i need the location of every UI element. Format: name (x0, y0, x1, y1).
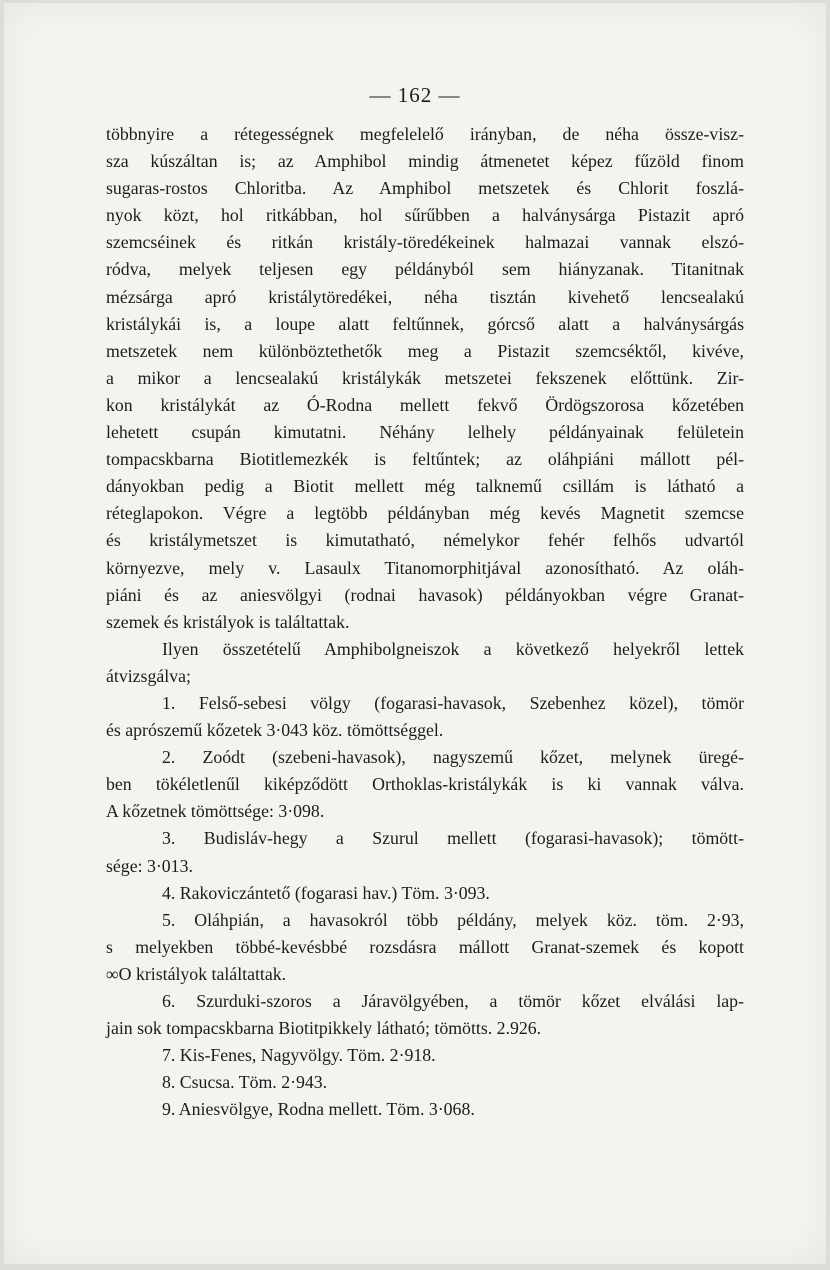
text-line: és kristálymetszet is kimutatható, némelykor fehér felhős udvartól (106, 530, 744, 551)
text-line: környezve, mely v. Lasaulx Titanomorphitjával azonosítható. Az oláh- (106, 557, 744, 578)
text-line: ródva, melyek teljesen egy példányból sem hiányzanak. Titanitnak (106, 259, 744, 280)
text-line: 4. Rakoviczántető (fogarasi hav.) Töm. 3·093. (162, 882, 490, 903)
text-line: metszetek nem különböztethetők meg a Pistazit szemcséktől, kivéve, (106, 340, 744, 361)
text-line: szemcséinek és ritkán kristály-töredékeinek halmazai vannak elszó- (106, 232, 744, 253)
text-line: 1. Felső-sebesi völgy (fogarasi-havasok, Szebenhez közel), tömör (162, 692, 744, 713)
text-line: s melyekben többé-kevésbbé rozsdásra mállott Granat-szemek és kopott (106, 936, 744, 957)
text-line: sége: 3·013. (106, 855, 193, 876)
text-line: ben tökéletlenűl kiképződött Orthoklas-kristálykák is ki vannak válva. (106, 774, 744, 795)
text-line: piáni és az aniesvölgyi (rodnai havasok) példányokban végre Granat- (106, 584, 744, 605)
text-line: többnyire a rétegességnek megfelelelő irányban, de néha össze-visz- (106, 124, 744, 144)
text-line: sugaras-rostos Chloritba. Az Amphibol metszetek és Chlorit foszlá- (106, 178, 744, 199)
body-text (106, 121, 744, 1123)
text-line: kon kristálykát az Ó-Rodna mellett fekvő Ördögszorosa kőzetében (106, 394, 744, 415)
text-line: dányokban pedig a Biotit mellett még talknemű csillám is látható a (106, 476, 744, 497)
page-number: — 162 — (369, 83, 461, 107)
text-line: mézsárga apró kristálytöredékei, néha tisztán kivehető lencsealakú (106, 286, 744, 307)
text-line: 6. Szurduki-szoros a Járavölgyében, a tömör kőzet elválási lap- (162, 991, 744, 1011)
text-line: 8. Csucsa. Töm. 2·943. (162, 1072, 328, 1093)
text-line: szemek és kristályok is találtattak. (106, 611, 350, 632)
book-page (4, 3, 826, 1264)
text-line: réteglapokon. Végre a legtöbb példányban még kevés Magnetit szemcse (106, 503, 744, 524)
text-line: 2. Zoódt (szebeni-havasok), nagyszemű kőzet, melynek üregé- (162, 747, 744, 768)
text-line: sza kúszáltan is; az Amphibol mindig átmenetet képez fűzöld finom (106, 151, 744, 172)
text-line: a mikor a lencsealakú kristálykák metszetei fekszenek előttünk. Zir- (106, 367, 744, 388)
text-line: és aprószemű kőzetek 3·043 köz. tömöttséggel. (106, 720, 444, 741)
text-line: Ilyen összetételű Amphibolgneiszok a következő helyekről lettek (162, 638, 744, 659)
text-line: nyok közt, hol ritkábban, hol sűrűbben a halványsárga Pistazit apró (106, 205, 744, 226)
text-line: A kőzetnek tömöttsége: 3·098. (106, 801, 325, 822)
text-line: 9. Aniesvölgye, Rodna mellett. Töm. 3·068. (162, 1099, 475, 1120)
text-line: 3. Budisláv-hegy a Szurul mellett (fogarasi-havasok); tömött- (162, 828, 744, 849)
text-line: jain sok tompacskbarna Biotitpikkely látható; tömötts. 2.926. (106, 1018, 542, 1039)
text-line: átvizsgálva; (106, 665, 191, 686)
text-line: kristálykái is, a loupe alatt feltűnnek, górcső alatt a halványsárgás (106, 313, 744, 334)
text-line: 7. Kis-Fenes, Nagyvölgy. Töm. 2·918. (162, 1045, 436, 1066)
text-line: 5. Oláhpián, a havasokról több példány, melyek köz. töm. 2·93, (162, 909, 744, 930)
text-line: ∞O kristályok találtattak. (106, 963, 287, 984)
text-line: lehetett csupán kimutatni. Néhány lelhely példányainak felületein (106, 422, 744, 443)
text-line: tompacskbarna Biotitlemezkék is feltűntek; az oláhpiáni mállott pél- (106, 449, 744, 470)
